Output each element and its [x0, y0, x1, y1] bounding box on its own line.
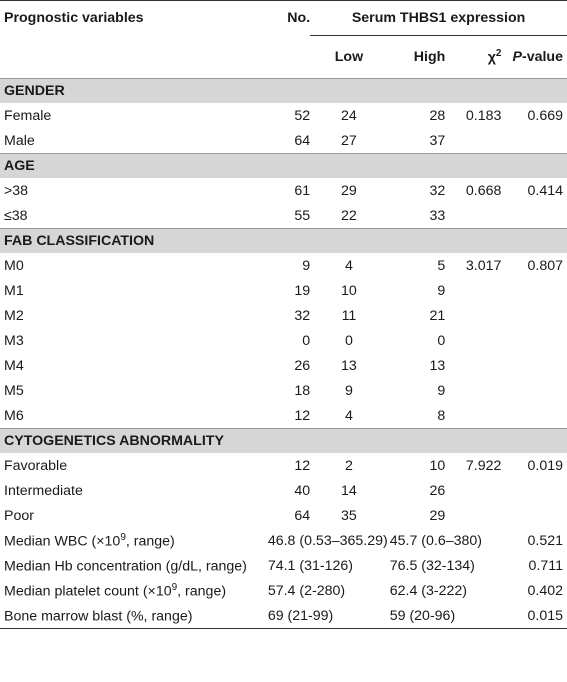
summary-p: 0.711 [528, 557, 563, 574]
row-p: 0.414 [527, 182, 563, 199]
row-no: 52 [294, 107, 311, 124]
summary-p: 0.521 [527, 532, 563, 549]
row-chi: 0.183 [465, 107, 502, 124]
row-low: 29 [341, 182, 357, 199]
table-row [0, 453, 567, 478]
row-label: Male [4, 132, 35, 149]
row-high: 13 [429, 357, 446, 374]
row-p [501, 203, 567, 229]
row-chi: 0.668 [465, 182, 502, 199]
header-high: High [413, 49, 446, 65]
section-header-row [0, 429, 567, 454]
row-low: 35 [341, 507, 357, 524]
section-header-row [0, 154, 567, 179]
row-high: 37 [429, 132, 446, 149]
header-row-1 [0, 1, 567, 36]
table-row [0, 378, 567, 403]
summary-high: 62.4 (3-222) [389, 582, 468, 599]
header-variable: Prognostic variables [0, 1, 266, 36]
section-title: AGE [0, 154, 567, 179]
row-label: Favorable [4, 457, 68, 474]
row-no: 26 [294, 357, 311, 374]
summary-row [0, 603, 567, 629]
summary-low: 74.1 (31-126) [267, 557, 353, 574]
row-label: Poor [4, 507, 34, 524]
row-p [501, 353, 567, 378]
table-row [0, 478, 567, 503]
row-label: M4 [4, 357, 24, 374]
row-p: 0.669 [527, 107, 563, 124]
table-row [0, 128, 567, 154]
row-chi [445, 378, 501, 403]
row-high: 26 [429, 482, 446, 499]
table-row [0, 253, 567, 278]
header-row-2 [0, 36, 567, 79]
row-p [501, 378, 567, 403]
row-high: 9 [437, 282, 446, 299]
row-p [501, 478, 567, 503]
table-row [0, 403, 567, 429]
row-p: 0.019 [527, 457, 563, 474]
row-no: 64 [294, 132, 311, 149]
row-chi [445, 353, 501, 378]
row-high: 29 [429, 507, 446, 524]
section-header-row [0, 79, 567, 104]
summary-p: 0.402 [527, 582, 563, 599]
summary-label-text: Median platelet count (×10 [4, 583, 172, 600]
row-low: 24 [341, 107, 357, 124]
summary-high: 76.5 (32-134) [389, 557, 475, 574]
row-low: 2 [344, 457, 353, 474]
row-chi [445, 503, 501, 528]
header-group: Serum THBS1 expression [310, 1, 567, 36]
row-no: 64 [294, 507, 311, 524]
summary-low: 46.8 (0.53–365.29) [267, 532, 388, 549]
section-title: GENDER [0, 79, 567, 104]
header-low: Low [334, 49, 364, 65]
row-high: 0 [437, 332, 446, 349]
row-low: 4 [344, 257, 353, 274]
row-p [501, 403, 567, 429]
row-chi: 7.922 [465, 457, 502, 474]
row-no: 9 [302, 257, 311, 274]
row-chi [445, 403, 501, 429]
summary-label [0, 578, 266, 603]
row-high: 9 [437, 382, 446, 399]
row-label: M3 [4, 332, 24, 349]
summary-label-text: Median WBC (×10 [4, 533, 121, 550]
row-chi [445, 328, 501, 353]
row-no: 61 [294, 182, 311, 199]
summary-label-suffix: , range) [177, 583, 227, 600]
summary-label-sup: 9 [120, 531, 126, 543]
header-chi: $\chi^2$ [487, 48, 502, 66]
row-label: M5 [4, 382, 24, 399]
summary-row [0, 553, 567, 578]
row-chi [445, 278, 501, 303]
row-high: 10 [429, 457, 446, 474]
row-low: 0 [344, 332, 353, 349]
table-row [0, 303, 567, 328]
row-low: 11 [341, 307, 357, 324]
section-title: FAB CLASSIFICATION [0, 229, 567, 254]
row-p [501, 278, 567, 303]
row-no: 18 [294, 382, 311, 399]
row-label: M2 [4, 307, 24, 324]
summary-label [0, 553, 266, 578]
row-high: 8 [437, 407, 446, 424]
summary-label-text: Median Hb concentration (g/dL, range) [4, 558, 247, 575]
row-low: 4 [344, 407, 353, 424]
table-row [0, 203, 567, 229]
row-label: M0 [4, 257, 24, 274]
summary-low: 57.4 (2-280) [267, 582, 346, 599]
summary-label-suffix: , range) [125, 533, 175, 550]
row-chi [445, 303, 501, 328]
row-no: 12 [294, 407, 311, 424]
row-low: 10 [341, 282, 357, 299]
row-high: 33 [429, 207, 446, 224]
row-p [501, 128, 567, 154]
row-p [501, 303, 567, 328]
row-no: 19 [294, 282, 311, 299]
row-no: 12 [294, 457, 311, 474]
row-low: 27 [341, 132, 357, 149]
row-low: 13 [341, 357, 357, 374]
table-row [0, 353, 567, 378]
row-high: 28 [429, 107, 446, 124]
row-label: M1 [4, 282, 24, 299]
row-chi [445, 203, 501, 229]
header-p: P-value [512, 49, 563, 65]
table-row [0, 328, 567, 353]
row-no: 32 [294, 307, 311, 324]
row-no: 40 [294, 482, 311, 499]
row-no: 55 [294, 207, 311, 224]
table-row [0, 178, 567, 203]
row-p: 0.807 [527, 257, 563, 274]
row-label: ≤38 [4, 207, 28, 224]
row-no: 0 [302, 332, 311, 349]
row-p [501, 328, 567, 353]
summary-high: 59 (20-96) [388, 603, 502, 629]
row-label: >38 [4, 182, 29, 199]
row-chi: 3.017 [465, 257, 502, 274]
row-chi [445, 478, 501, 503]
row-label: M6 [4, 407, 24, 424]
row-label: Intermediate [4, 482, 83, 499]
row-high: 21 [429, 307, 446, 324]
table-row [0, 103, 567, 128]
row-low: 9 [344, 382, 353, 399]
summary-low: 69 (21-99) [266, 603, 388, 629]
summary-label [0, 528, 266, 553]
row-high: 32 [429, 182, 446, 199]
row-chi [445, 128, 501, 154]
summary-label-sup: 9 [171, 581, 178, 593]
row-p [501, 503, 567, 528]
summary-label-text: Bone marrow blast (%, range) [4, 608, 193, 625]
row-low: 14 [341, 482, 357, 499]
row-label: Female [4, 107, 52, 124]
section-header-row [0, 229, 567, 254]
section-title: CYTOGENETICS ABNORMALITY [0, 429, 567, 454]
summary-p: 0.015 [501, 603, 567, 629]
row-low: 22 [341, 207, 357, 224]
row-high: 5 [437, 257, 446, 274]
summary-label [0, 603, 266, 629]
summary-row [0, 528, 567, 553]
table-row [0, 278, 567, 303]
summary-row [0, 578, 567, 603]
table-row [0, 503, 567, 528]
header-no: No. [266, 1, 310, 36]
summary-high: 45.7 (0.6–380) [389, 532, 483, 549]
